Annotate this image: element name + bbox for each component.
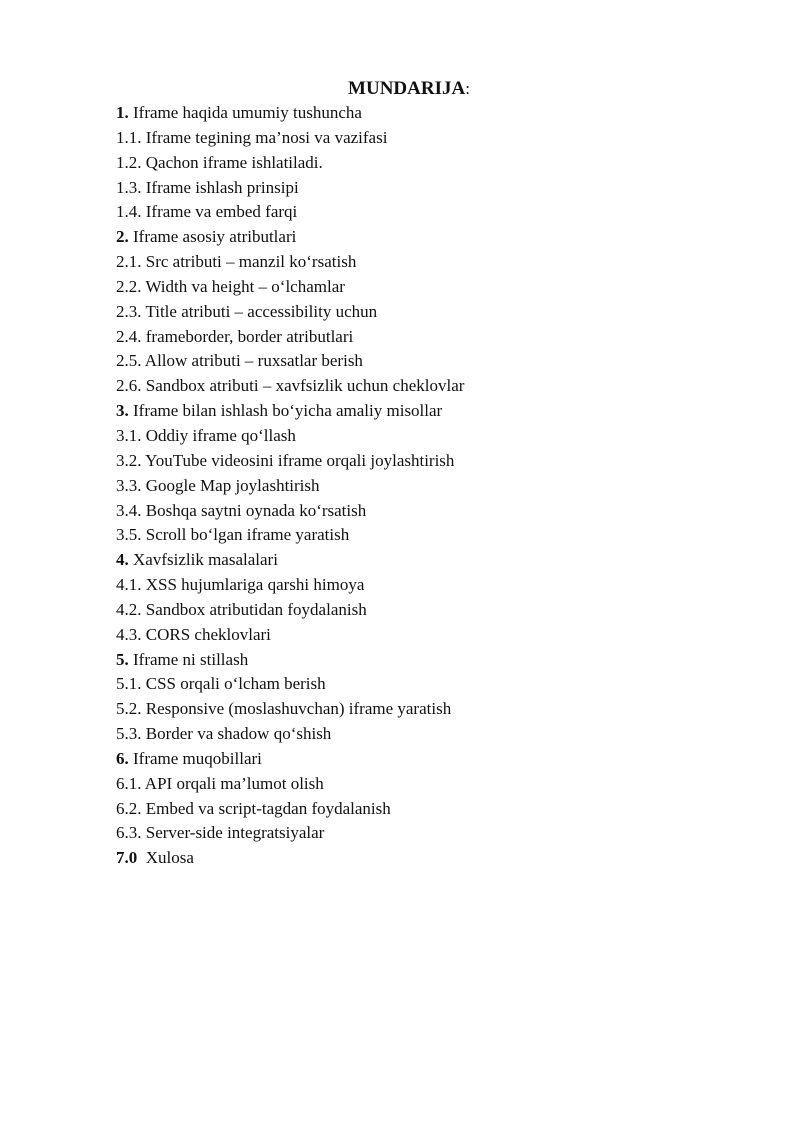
toc-entry-text: frameborder, border atributlari — [141, 326, 354, 346]
toc-entry-text: Sandbox atributi – xavfsizlik uchun cheklovlar — [141, 376, 465, 396]
toc-entry — [116, 399, 736, 424]
toc-entry — [116, 523, 736, 548]
toc-entry-number: 5.1. — [116, 674, 142, 694]
toc-entry-number: 4.1. — [116, 575, 142, 595]
table-of-contents — [116, 101, 736, 871]
toc-entry — [116, 250, 736, 275]
toc-entry-number: 2.1. — [116, 252, 142, 272]
toc-entry — [116, 623, 736, 648]
toc-entry-number: 5.2. — [116, 699, 142, 719]
toc-entry-number: 6.1. — [116, 773, 142, 793]
toc-entry — [116, 772, 736, 797]
toc-entry — [116, 548, 736, 573]
toc-entry-text: Allow atributi – ruxsatlar berish — [141, 351, 363, 371]
toc-entry-text: Responsive (moslashuvchan) iframe yaratish — [141, 699, 452, 719]
toc-entry — [116, 151, 736, 176]
toc-entry-text: Google Map joylashtirish — [141, 475, 320, 495]
toc-entry — [116, 200, 736, 225]
toc-entry-number: 3. — [116, 401, 129, 421]
toc-entry-number: 2.3. — [116, 301, 142, 321]
toc-entry-text: XSS hujumlariga qarshi himoya — [141, 575, 365, 595]
toc-entry-text: Server-side integratsiyalar — [141, 823, 325, 843]
toc-entry-text: Scroll bo‘lgan iframe yaratish — [141, 525, 350, 545]
toc-entry-text: Iframe asosiy atributlari — [128, 227, 297, 247]
toc-entry-number: 2.4. — [116, 326, 142, 346]
toc-entry-text: Embed va script-tagdan foydalanish — [141, 798, 391, 818]
toc-entry-text: Src atributi – manzil ko‘rsatish — [141, 252, 357, 272]
toc-entry-number: 3.3. — [116, 475, 142, 495]
toc-entry-text: Width va height – o‘lchamlar — [141, 276, 345, 296]
toc-entry — [116, 846, 736, 871]
toc-entry-text: Xavfsizlik masalalari — [128, 550, 278, 570]
toc-entry-number: 2.2. — [116, 276, 142, 296]
toc-entry-number: 3.2. — [116, 450, 142, 470]
toc-entry-number: 1.3. — [116, 177, 142, 197]
toc-entry-text: Iframe bilan ishlash bo‘yicha amaliy misollar — [128, 401, 443, 421]
toc-entry-number: 5.3. — [116, 724, 142, 744]
toc-entry-text: Iframe muqobillari — [128, 748, 262, 768]
toc-entry-text: YouTube videosini iframe orqali joylashtirish — [141, 450, 455, 470]
toc-entry — [116, 747, 736, 772]
toc-entry-text: Xulosa — [137, 848, 194, 868]
toc-entry-number: 1.1. — [116, 127, 142, 147]
toc-entry — [116, 821, 736, 846]
toc-entry — [116, 449, 736, 474]
toc-entry-number: 3.1. — [116, 425, 142, 445]
toc-entry-text: CSS orqali o‘lcham berish — [141, 674, 326, 694]
toc-entry — [116, 176, 736, 201]
toc-entry-number: 6.2. — [116, 798, 142, 818]
toc-entry-number: 5. — [116, 649, 129, 669]
toc-entry — [116, 349, 736, 374]
toc-entry-text: Oddiy iframe qo‘llash — [141, 425, 296, 445]
toc-entry-number: 2.6. — [116, 376, 142, 396]
toc-entry-text: Title atributi – accessibility uchun — [141, 301, 378, 321]
page-title — [0, 78, 800, 100]
toc-entry-number: 6. — [116, 748, 129, 768]
toc-entry-text: Iframe va embed farqi — [141, 202, 298, 222]
toc-entry-number: 3.4. — [116, 500, 142, 520]
toc-entry-number: 4. — [116, 550, 129, 570]
toc-entry — [116, 722, 736, 747]
page-title-colon: : — [465, 79, 470, 98]
toc-entry-number: 2.5. — [116, 351, 142, 371]
toc-entry — [116, 126, 736, 151]
toc-entry — [116, 573, 736, 598]
toc-entry — [116, 697, 736, 722]
page-title-text: MUNDARIJA — [348, 78, 466, 99]
toc-entry — [116, 797, 736, 822]
toc-entry — [116, 374, 736, 399]
toc-entry-number: 2. — [116, 227, 129, 247]
toc-entry-text: Qachon iframe ishlatiladi. — [141, 152, 323, 172]
toc-entry — [116, 424, 736, 449]
toc-entry-text: Iframe ishlash prinsipi — [141, 177, 299, 197]
toc-entry — [116, 672, 736, 697]
toc-entry — [116, 225, 736, 250]
toc-entry-text: Iframe haqida umumiy tushuncha — [128, 103, 362, 122]
toc-entry-number: 6.3. — [116, 823, 142, 843]
toc-entry-text: Iframe ni stillash — [128, 649, 249, 669]
toc-entry — [116, 499, 736, 524]
toc-entry-number: 3.5. — [116, 525, 142, 545]
toc-entry-text: API orqali ma’lumot olish — [141, 773, 324, 793]
toc-entry-text: Boshqa saytni oynada ko‘rsatish — [141, 500, 367, 520]
toc-entry-number: 1.2. — [116, 152, 142, 172]
toc-entry — [116, 325, 736, 350]
toc-entry-number: 4.2. — [116, 599, 142, 619]
toc-entry-text: Iframe tegining ma’nosi va vazifasi — [141, 127, 388, 147]
toc-entry — [116, 300, 736, 325]
toc-entry-number: 1. — [116, 103, 129, 122]
toc-entry-number: 1.4. — [116, 202, 142, 222]
toc-entry-number: 7.0 — [116, 848, 138, 868]
toc-entry — [116, 474, 736, 499]
toc-entry — [116, 101, 736, 126]
toc-entry — [116, 275, 736, 300]
toc-entry — [116, 648, 736, 673]
toc-entry-text: Border va shadow qo‘shish — [141, 724, 332, 744]
toc-entry-text: CORS cheklovlari — [141, 624, 271, 644]
toc-entry-number: 4.3. — [116, 624, 142, 644]
toc-entry — [116, 598, 736, 623]
toc-entry-text: Sandbox atributidan foydalanish — [141, 599, 367, 619]
